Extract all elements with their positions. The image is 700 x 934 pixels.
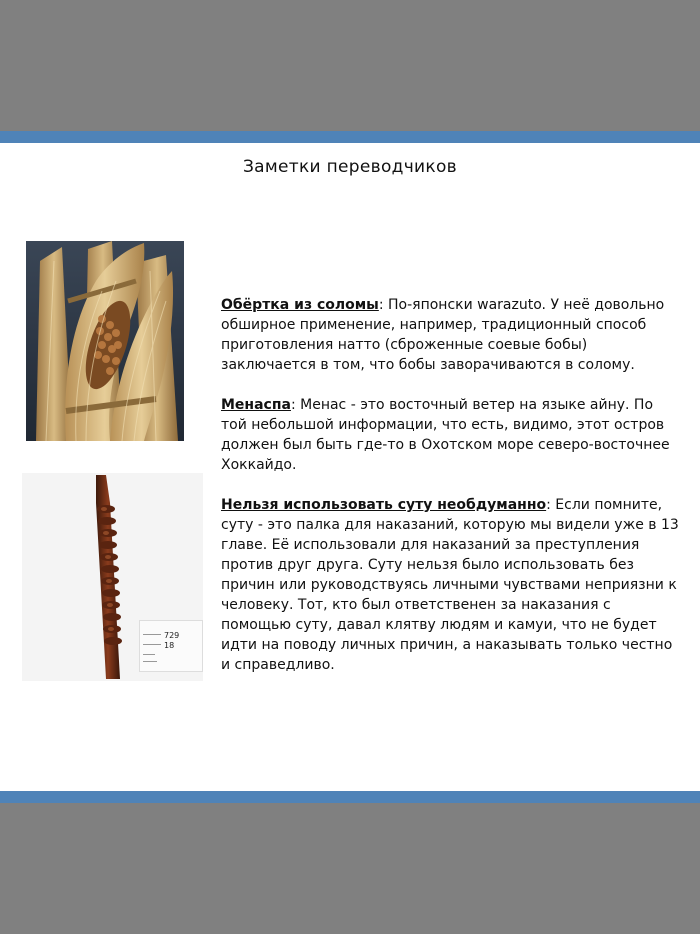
note-text: : Если помните, суту - это палка для наказаний, которую мы видели уже в 13 главе. Её использовали для наказаний за преступления против друг друга. Суту нельзя было использовать без причин или руководствуясь личными чувствами неприязни к человеку. Тот, кто был ответственен за наказания с помощью суту, давал клятву людям и камуи, что не будет идти на поводу личных причин, а наказывать только честно и справедливо. — [221, 497, 679, 673]
bottom-gray-frame — [0, 803, 700, 934]
note-term: Менаспа — [221, 397, 291, 413]
straw-wrapped-natto-photo — [26, 241, 184, 441]
label-line — [143, 661, 157, 662]
note-term: Обёртка из соломы — [221, 297, 379, 313]
label-number-1: 729 — [164, 631, 180, 640]
straw-illustration — [26, 241, 184, 441]
label-number-2: 18 — [164, 641, 175, 650]
top-blue-stripe — [0, 131, 700, 143]
label-line — [143, 654, 155, 655]
note-term: Нельзя использовать суту необдуманно — [221, 497, 547, 513]
note-sutu — [221, 495, 681, 675]
top-gray-frame — [0, 0, 700, 131]
note-menaspa — [221, 395, 681, 475]
note-straw-wrapper — [221, 295, 681, 375]
bottom-blue-stripe — [0, 791, 700, 803]
page-title: Заметки переводчиков — [242, 157, 457, 177]
note-text: : Менас - это восточный ветер на языке айну. По той небольшой информации, что есть, видимо, этот остров должен был быть где-то в Охотском море северо-восточнее Хоккайдо. — [221, 397, 670, 473]
document-page — [0, 143, 700, 791]
translator-notes — [221, 295, 681, 695]
museum-label-card — [139, 620, 203, 672]
wooden-stick-photo — [22, 473, 203, 681]
label-line — [143, 644, 161, 645]
note-text: : По-японски warazuto. У неё довольно обширное применение, например, традиционный способ приготовления натто (сброженные соевые бобы) заключается в том, что бобы заворачиваются в солому. — [221, 297, 665, 373]
label-line — [143, 634, 161, 635]
